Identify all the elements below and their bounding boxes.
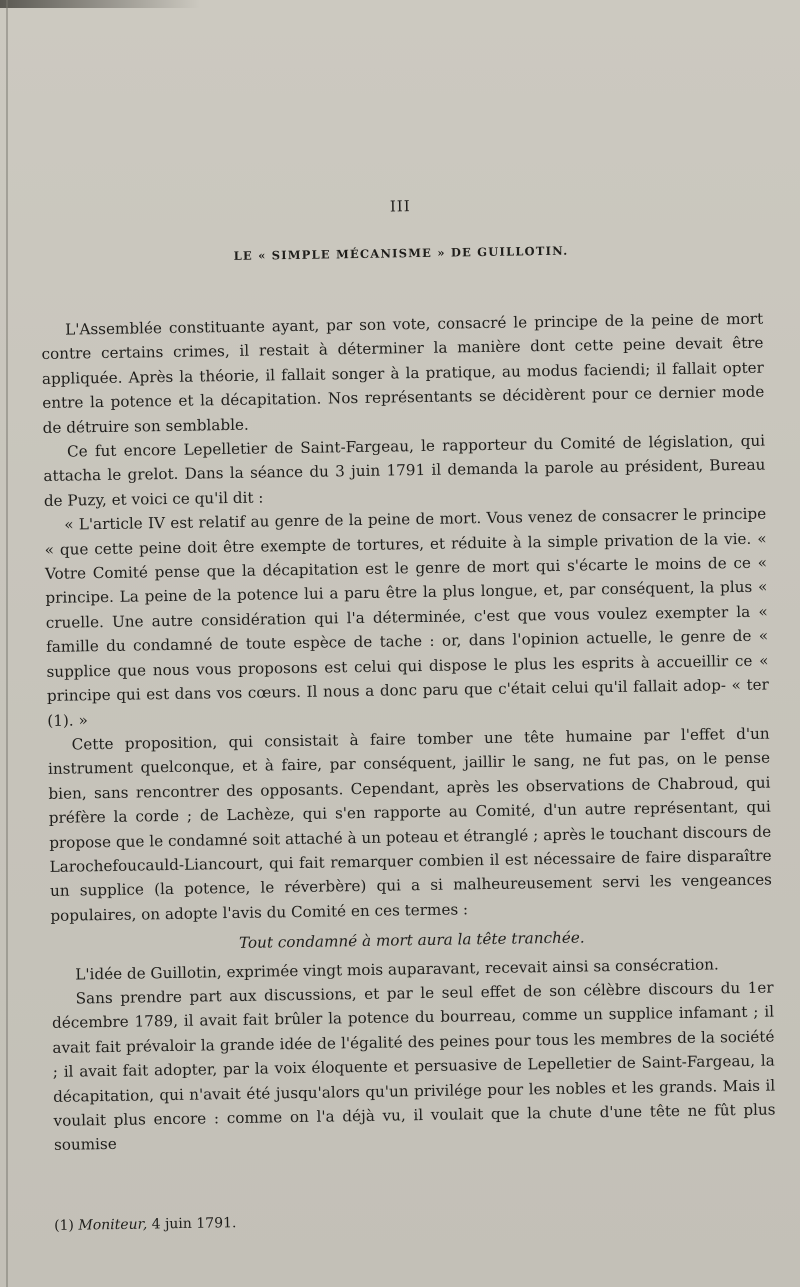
footnote-source: Moniteur,	[78, 1216, 148, 1234]
footnote	[54, 1215, 237, 1234]
chapter-number: III	[389, 197, 411, 216]
body-text	[41, 307, 776, 1158]
paragraph-3: Cette proposition, qui consistait à faire tomber une tête humaine par l'effet d'un instrument quelconque, et à faire, par conséquent, jaillir le sang, ne fut pas, on le pense bien, sans rencontrer des opposants. Cependant, après les observations de Chabroud, qui préfère la corde ; de Lachèze, qui s'en rapporte au Comité, d'un autre représentant, qui propose que le condamné soit attaché à un poteau et étranglé ; après le touchant discours de Larochefoucauld-Liancourt, qui fait remarquer combien il est nécessaire de faire disparaître un supplice (la potence, le réverbère) qui a si malheureusement servi les vengeances populaires, on adopte l'avis du Comité en ces termes :	[47, 724, 773, 925]
binding-gutter	[6, 0, 8, 1287]
quotation-paragraph: « L'article IV est relatif au genre de la peine de mort. Vous venez de consacrer le principe « que cette peine doit être exempte de tortures, et réduite à la simple privation de la vie. « Votre Comité pense que la décapitation est le genre de mort qui s'écarte le moins de ce « principe. La peine de la potence lui a paru être la plus longue, et, par conséquent, la plus « cruelle. Une autre considération qui l'a déterminée, c'est que vous voulez exempter la « famille du condamné de toute espèce de tache : or, dans l'opinion actuelle, le genre de « supplice que nous vous proposons est celui qui dispose le plus les esprits à accueillir ce « principe qui est dans vos cœurs. Il nous a donc paru que c'était celui qu'il fallait adop- « ter (1). »	[44, 504, 769, 730]
paragraph-2: Ce fut encore Lepelletier de Saint-Fargeau, le rapporteur du Comité de législation, qui attacha le grelot. Dans la séance du 3 juin 1791 il demanda la parole au président, Bureau de Puzy, et voici ce qu'il dit :	[43, 431, 766, 510]
footnote-date: 4 juin 1791.	[151, 1215, 237, 1233]
footnote-marker: (1)	[54, 1217, 75, 1234]
chapter-heading: LE « SIMPLE MÉCANISME » DE GUILLOTIN.	[233, 243, 569, 263]
paragraph-4: L'idée de Guillotin, exprimée vingt mois auparavant, recevait ainsi sa consécration.	[75, 954, 719, 984]
paragraph-5: Sans prendre part aux discussions, et par le seul effet de son célèbre discours du 1er décembre 1789, il avait fait brûler la potence du bourreau, comme un supplice infamant ; il avait fait prévaloir la grande idée de l'égalité des peines pour tous les membres de la société ; il avait fait adopter, par la voix éloquente et persuasive de Lepelletier de Saint-Fargeau, la décapitation, qui n'avait été jusqu'alors qu'un privilége pour les nobles et les grands. Mais il voulait plus encore : comme on l'a déjà vu, il voulait que la chute d'une tête ne fût plus soumise	[51, 978, 776, 1155]
paragraph-1: L'Assemblée constituante ayant, par son vote, consacré le principe de la peine de mort contre certains crimes, il restait à déterminer la manière dont cette peine devait être appliquée. Après la théorie, il fallait songer à la pratique, au modus faciendi; il fallait opter entre la potence et la décapitation. Nos représentants se décidèrent pour ce dernier mode de détruire son semblable.	[41, 309, 765, 437]
page-edge-shadow	[0, 0, 200, 8]
decree-text: Tout condamné à mort aura la tête tranchée.	[238, 928, 585, 953]
